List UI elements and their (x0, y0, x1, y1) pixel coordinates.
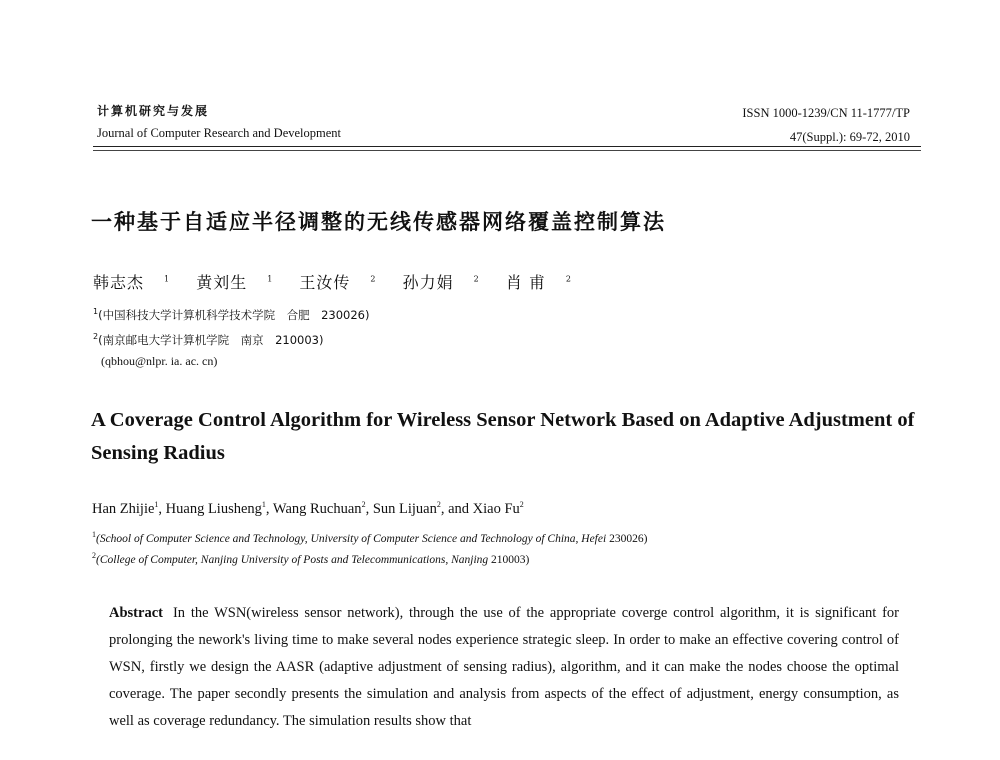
title-cn: 一种基于自适应半径调整的无线传感器网络覆盖控制算法 (91, 210, 666, 234)
affiliation-cn-2: $^2$(南京邮电大学计算机学院 南京 210003) (93, 332, 324, 347)
author-cn: 王汝传 $^2$ (299, 273, 377, 292)
journal-name-cn: 计算机研究与发展 (97, 104, 210, 118)
abstract-label: Abstract (109, 605, 163, 621)
issue-info: 47(Suppl.): 69-72, 2010 (789, 130, 910, 144)
title-en: A Coverage Control Algorithm for Wireless Sensor Network Based on Adaptive Adjustment of Sensing Radius (91, 409, 915, 464)
author-email: (qbhou@nlpr. ia. ac. cn) (101, 354, 218, 368)
authors-en: Han Zhijie$^1$, Huang Liusheng$^1$, Wang Ruchuan$^2$, Sun Lijuan$^2$, and Xiao Fu$^2$ (92, 500, 524, 517)
journal-header-left (97, 103, 341, 142)
issn: ISSN 1000-1239/CN 11-1777/TP (742, 106, 910, 120)
header-rule (93, 146, 921, 147)
author-cn: 韩志杰 $^1$ (93, 273, 171, 292)
author-cn: 肖 甫 $^2$ (505, 273, 572, 292)
affiliation-cn-1: $^1$(中国科技大学计算机科学技术学院 合肥 230026) (93, 307, 370, 322)
affiliation-en-1: $^1$(School of Computer Science and Technology, University of Computer Science and Technology of China, Hefei 230026) (92, 530, 648, 545)
author-cn: 孙力娟 $^2$ (402, 273, 480, 292)
journal-header-right (742, 104, 910, 146)
abstract-text: In the WSN(wireless sensor network), through the use of the appropriate coverge control algorithm, it is significant for prolonging the nework's living time to make several nodes experience strategic sleep. In order to make an effective covering control of WSN, firstly we design the AASR (adaptive adjustment of sensing radius), algorithm, and it can make the nodes choose the optimal coverage. The paper secondly presents the simulation and analysis from aspects of the effect of adjustment, energy consumption, as well as coverage redundancy. The simulation results show that (109, 605, 899, 729)
journal-name-en: Journal of Computer Research and Development (97, 126, 342, 140)
author-cn: 黄刘生 $^1$ (196, 273, 274, 292)
header-rule-thin (93, 150, 921, 151)
abstract (109, 600, 899, 735)
authors-cn (93, 270, 592, 293)
affiliation-en-2: $^2$(College of Computer, Nanjing University of Posts and Telecommunications, Nanjing 210003) (92, 551, 530, 566)
